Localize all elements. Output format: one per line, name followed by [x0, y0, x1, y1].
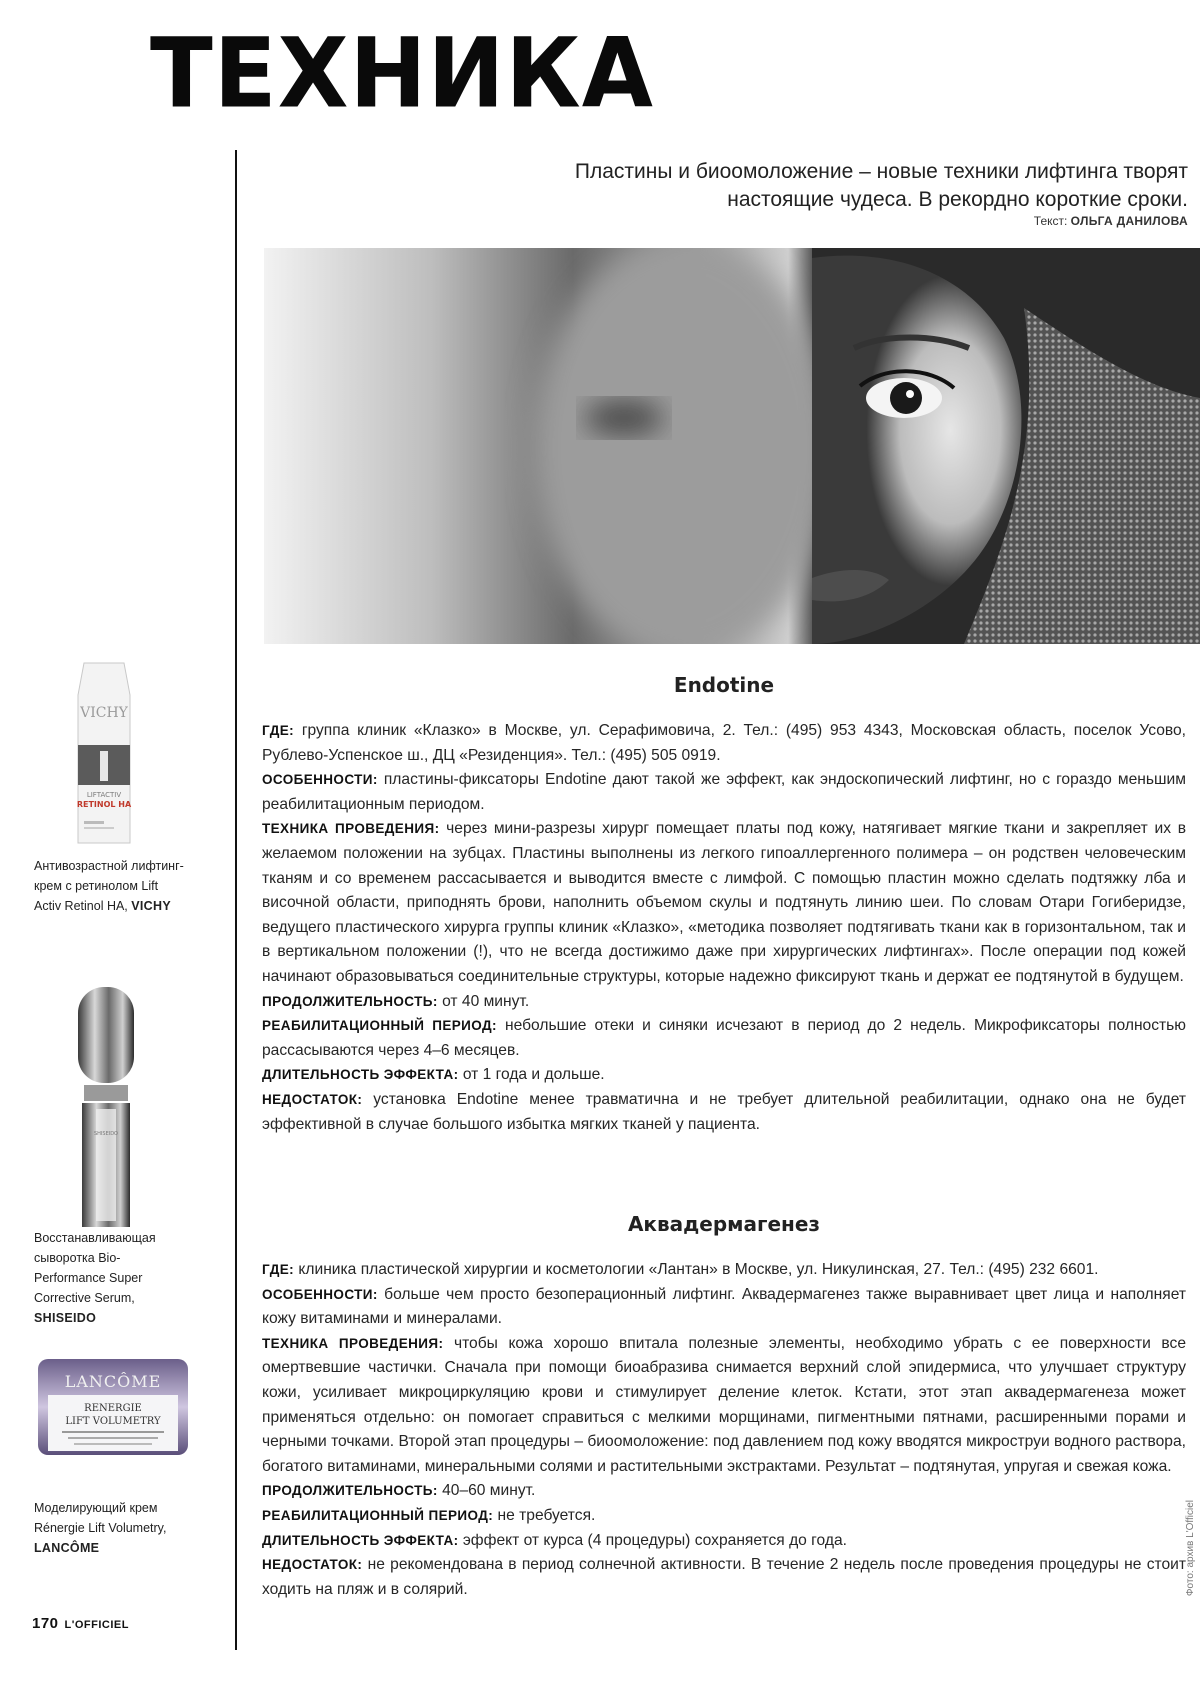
para-key: ДЛИТЕЛЬНОСТЬ ЭФФЕКТА:: [262, 1067, 459, 1083]
byline: [1034, 214, 1188, 228]
article-paragraph: [262, 817, 1186, 989]
para-key: ДЛИТЕЛЬНОСТЬ ЭФФЕКТА:: [262, 1532, 459, 1548]
article-paragraph: [262, 1553, 1186, 1602]
section-title: ТЕХНИКА: [150, 17, 654, 130]
article-title: Аквадермагенез: [627, 1212, 821, 1236]
vichy-product-image: [64, 655, 144, 851]
hero-photo: [264, 248, 1200, 644]
lancome-pack-name: LIFT VOLUMETRY: [65, 1416, 161, 1427]
product-caption: [34, 856, 184, 916]
para-key: ПРОДОЛЖИТЕЛЬНОСТЬ:: [262, 993, 438, 1009]
para-key: ГДЕ:: [262, 1262, 295, 1277]
para-key: ОСОБЕННОСТИ:: [262, 1286, 378, 1302]
para-text: больше чем просто безоперационный лифтинг. Аквадермагенез также выравнивает цвет лица и наполняет кожу витаминами и минералами.: [262, 1285, 1186, 1328]
lancome-pack-brand: LANCÔME: [64, 1372, 162, 1391]
article-paragraph: [262, 1479, 1186, 1504]
product-brand: SHISEIDO: [34, 1311, 97, 1325]
vichy-pack-name: RETINOL HA: [76, 800, 132, 809]
shiseido-pack-brand: SHISEIDO: [93, 1131, 119, 1137]
article-paragraph: [262, 768, 1186, 817]
article-paragraph: [262, 719, 1186, 768]
para-key: НЕДОСТАТОК:: [262, 1091, 363, 1107]
para-text: чтобы кожа хорошо впитала полезные элементы, необходимо убрать с ее поверхности все омертвевшие частички. Сначала при помощи биоабразива снимается верхний слой эпидермиса, что улучшает структуру кожи, усиливает микроциркуляцию крови и стимулирует деление клеток. Кстати, этот этап аквадермагенеза может применяться отдельно: он помогает справиться с мелкими морщинами, пигментными пятнами, расширенными порами и черными точками. Второй этап процедуры – биоомоложение: под давлением под кожу вводятся микроструи водного раствора, богатого витаминами, минеральными солями и растительными экстрактами. Результат – подтянутая, упругая и свежая кожа.: [262, 1334, 1186, 1475]
para-key: РЕАБИЛИТАЦИОННЫЙ ПЕРИОД:: [262, 1018, 497, 1034]
page-number: 170: [32, 1615, 59, 1632]
vichy-pack-brand: VICHY: [80, 705, 128, 721]
product-caption-text: Восстанавливающая сыворотка Bio-Performance Super Corrective Serum,: [34, 1231, 156, 1305]
product-brand: VICHY: [131, 899, 171, 913]
para-key: ОСОБЕННОСТИ:: [262, 772, 378, 788]
para-text: не требуется.: [497, 1506, 596, 1524]
page-folio: [32, 1615, 129, 1632]
para-key: ГДЕ:: [262, 723, 295, 738]
article-lead: Пластины и биоомоложение – новые техники лифтинга творят настоящие чудеса. В рекордно короткие сроки.: [574, 160, 1188, 211]
article-paragraph: [262, 1332, 1186, 1480]
article-endotine: [262, 673, 1186, 1137]
para-text: 40–60 минут.: [442, 1482, 536, 1500]
hero-face-illustration: [264, 248, 1200, 644]
article-paragraph: [262, 1258, 1186, 1283]
product-caption: [34, 1228, 184, 1328]
para-text: группа клиник «Клазко» в Москве, ул. Серафимовича, 2. Тел.: (495) 953 4343, Московская область, поселок Усово, Рублево-Успенское ш., ДЦ «Резиденция». Тел.: (495) 505 0919.: [262, 722, 1186, 764]
product-brand: LANCÔME: [34, 1541, 100, 1555]
para-text: через мини-разрезы хирург помещает платы под кожу, натягивает мягкие ткани и закрепляет их в желаемом положении на зубцах. Пластины выполнены из легкого гипоаллергенного полимера – он родствен человеческим тканям и со временем рассасывается и выводится вместе с лимфой. С помощью пластин можно сделать подтяжку лба и височной области, приподнять брови, наполнить объемом скулы и подтянуть линию шеи. По словам Отари Гогиберидзе, ведущего пластического хирурга группы клиник «Клазко», «методика позволяет подтягивать ткани как в горизонтальном, так и в вертикальном положении (!), что не всегда достижимо даже при хирургических лифтингах». После операции под кожей начинают образовываться соединительные структуры, которые надежно фиксируют ткань и держат ее подтянутой в будущем.: [262, 820, 1186, 985]
para-text: клиника пластической хирургии и косметологии «Лантан» в Москве, ул. Никулинская, 27. Тел.: (495) 232 6601.: [298, 1261, 1099, 1278]
article-paragraph: [262, 1283, 1186, 1332]
para-key: ТЕХНИКА ПРОВЕДЕНИЯ:: [262, 1335, 444, 1351]
lancome-pack-line: RENERGIE: [84, 1403, 142, 1414]
article-paragraph: [262, 1529, 1186, 1554]
article-aquadermagenez: [262, 1212, 1186, 1602]
para-key: ТЕХНИКА ПРОВЕДЕНИЯ:: [262, 821, 440, 837]
para-key: РЕАБИЛИТАЦИОННЫЙ ПЕРИОД:: [262, 1507, 494, 1523]
column-divider: [235, 150, 237, 1650]
product-caption-text: Моделирующий крем Rénergie Lift Volumetry,: [34, 1501, 167, 1535]
article-paragraph: [262, 1014, 1186, 1063]
byline-label: Текст:: [1033, 214, 1068, 228]
article-paragraph: [262, 1063, 1186, 1088]
shiseido-product-image: [72, 985, 140, 1235]
para-text: небольшие отеки и синяки исчезают в период до 2 недель. Микрофиксаторы полностью рассасываются через 4–6 месяцев.: [262, 1017, 1186, 1059]
para-text: эффект от курса (4 процедуры) сохраняется до года.: [462, 1531, 847, 1549]
article-title: Endotine: [673, 673, 775, 697]
magazine-name: L'OFFICIEL: [64, 1619, 129, 1631]
para-text: не рекомендована в период солнечной активности. В течение 2 недель после проведения процедуры не стоит ходить на пляж и в солярий.: [262, 1556, 1186, 1598]
para-text: установка Endotine менее травматична и не требует длительной реабилитации, однако она не будет эффективной в случае большого избытка мягких тканей у пациента.: [262, 1090, 1186, 1133]
photo-credit: Фото: архив L'Officiel: [1185, 1500, 1196, 1597]
byline-author: ОЛЬГА ДАНИЛОВА: [1070, 214, 1188, 228]
vichy-pack-line: LIFTACTIV: [86, 791, 122, 799]
lancome-product-image: [34, 1353, 192, 1463]
product-caption-text: Антивозрастной лифтинг-крем с ретинолом Lift Activ Retinol HA,: [34, 859, 184, 913]
article-paragraph: [262, 1504, 1186, 1529]
para-key: ПРОДОЛЖИТЕЛЬНОСТЬ:: [262, 1483, 438, 1499]
para-text: от 40 минут.: [442, 992, 530, 1010]
para-key: НЕДОСТАТОК:: [262, 1557, 363, 1573]
para-text: от 1 года и дольше.: [462, 1066, 605, 1084]
article-paragraph: [262, 1088, 1186, 1137]
product-caption: [34, 1498, 184, 1558]
article-paragraph: [262, 990, 1186, 1015]
para-text: пластины-фиксаторы Endotine дают такой же эффект, как эндоскопический лифтинг, но с гораздо меньшим реабилитационным периодом.: [262, 771, 1186, 813]
